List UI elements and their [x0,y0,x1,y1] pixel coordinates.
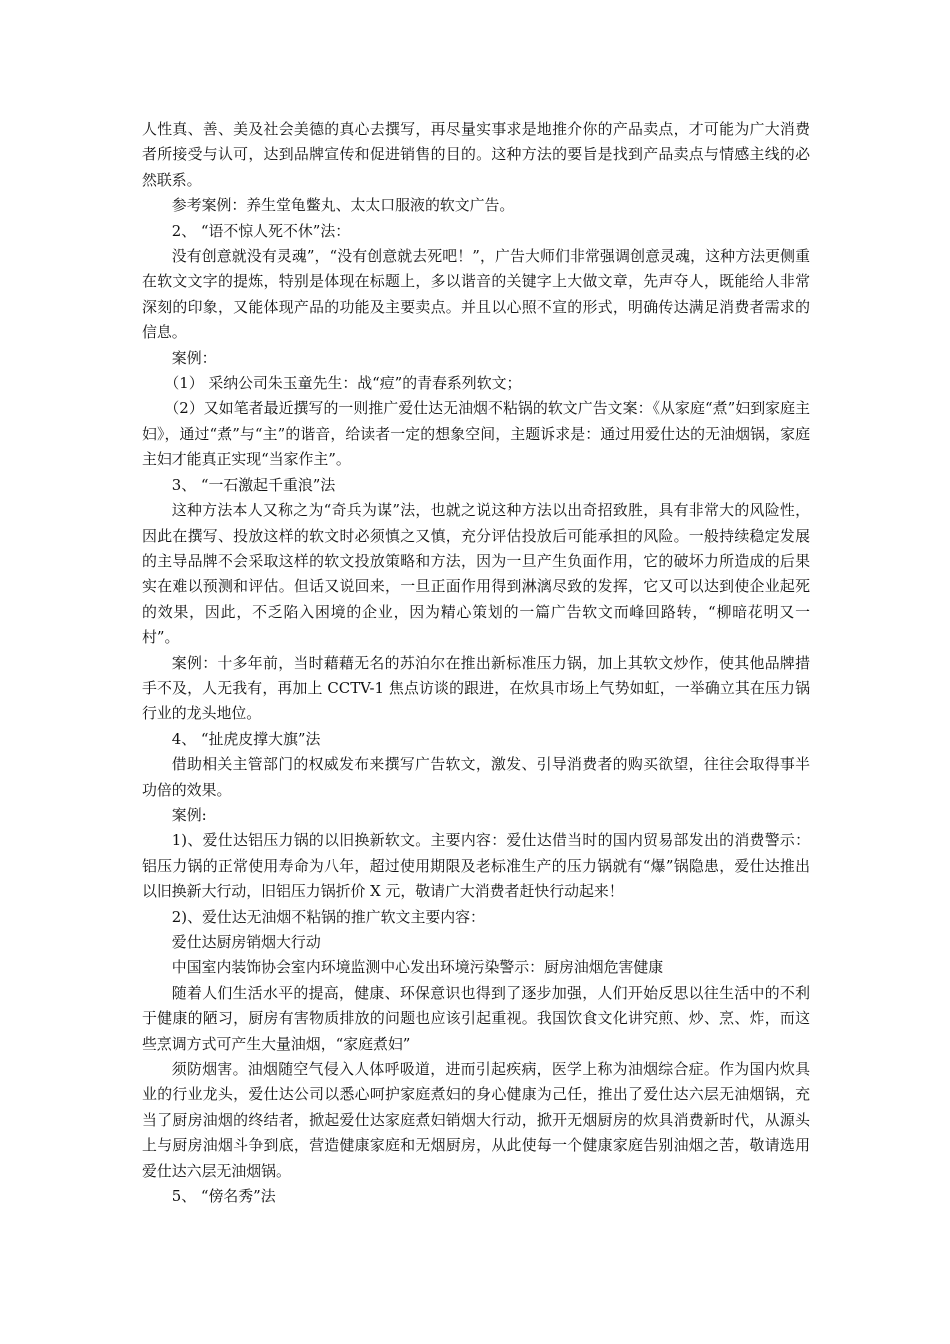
paragraph-creativity-method: 没有创意就没有灵魂”，“没有创意就去死吧！”，广告大师们非常强调创意灵魂，这种方法更侧重在软文文字的提炼，特别是体现在标题上，多以谐音的关键字上大做文章，先声夺人，既能给人非常深刻的印象，又能体现产品的功能及主要卖点。并且以心照不宣的形式，明确传达满足消费者需求的信息。 [142,247,810,342]
paragraph-case-label-2: 案例: [171,805,207,824]
paragraph-case-2: （2）又如笔者最近撰写的一则推广爱仕达无油烟不粘锅的软文广告文案：《从家庭“煮”妇到家庭主妇》，通过“煮”与“主”的谐音，给读者一定的想象空间，主题诉求是：通过用爱仕达的无油烟锅，家庭主妇才能真正实现“当家作主”。 [142,399,810,469]
paragraph-warning-headline: 中国室内装饰协会室内环境监测中心发出环境污染警示：厨房油烟危害健康 [171,958,664,977]
paragraph-emotional-method-conclusion: 人性真、善、美及社会美德的真心去撰写，再尽量实事求是地推介你的产品卖点，才可能为广大消费者所接受与认可，达到品牌宣传和促进销售的目的。这种方法的要旨是找到产品卖点与情感主线的必然联系。 [142,120,810,189]
paragraph-supor-case: 案例：十多年前，当时藉藉无名的苏泊尔在推出新标准压力锅，加上其软文炒作，使其他品牌措手不及，人无我有，再加上 CCTV-1 焦点访谈的跟进，在炊具市场上气势如虹，一举确立其在压力锅行业的龙头地位。 [142,653,810,723]
paragraph-campaign-title: 爱仕达厨房销烟大行动 [171,933,321,951]
paragraph-smoke-hazard: 须防烟害。油烟随空气侵入人体呼吸道，进而引起疾病，医学上称为油烟综合症。作为国内炊具业的行业龙头，爱仕达公司以悉心呵护家庭煮妇的身心健康为己任，推出了爱仕达六层无油烟锅，充当了厨房油烟的终结者，掀起爱仕达家庭煮妇销烟大行动，掀开无烟厨房的炊具消费新时代，从源头上与厨房油烟斗争到底，营造健康家庭和无烟厨房，从此使每一个健康家庭告别油烟之苦，敬请选用爱仕达六层无油烟锅。 [142,1060,810,1180]
paragraph-health-awareness: 随着人们生活水平的提高，健康、环保意识也得到了逐步加强，人们开始反思以往生活中的不利于健康的陋习，厨房有害物质排放的问题也应该引起重视。我国饮食文化讲究煎、炒、烹、炸，而这些烹调方式可产生大量油烟，“家庭煮妇” [142,983,810,1053]
paragraph-trade-in-case: 1)、爱仕达铝压力锅的以旧换新软文。主要内容：爱仕达借当时的国内贸易部发出的消费警示：铝压力锅的正常使用寿命为八年，超过使用期限及老标准生产的压力锅就有“爆”锅隐患，爱仕达推出以旧换新大行动，旧铝压力锅折价 X 元，敬请广大消费者赶快行动起来！ [142,831,810,901]
section-heading-5: 5、 “傍名秀”法 [171,1187,276,1206]
paragraph-smoke-free-intro: 2)、爱仕达无油烟不粘锅的推广软文主要内容： [171,907,485,926]
document-page [142,117,810,1209]
paragraph-risk-method: 这种方法本人又称之为“奇兵为谋”法，也就之说这种方法以出奇招致胜，具有非常大的风险性，因此在撰写、投放这样的软文时必须慎之又慎，充分评估投放后可能承担的风险。一般持续稳定发展的主导品牌不会采取这样的软文投放策略和方法，因为一旦产生负面作用，它的破坏力所造成的后果实在难以预测和评估。但话又说回来，一旦正面作用得到淋漓尽致的发挥，它又可以达到使企业起死的效果，因此，不乏陷入困境的企业，因为精心策划的一篇广告软文而峰回路转，“柳暗花明又一村”。 [142,501,810,647]
section-heading-2: 2、 “语不惊人死不休”法： [171,221,351,240]
paragraph-case-label: 案例： [171,348,217,367]
section-heading-3: 3、 “一石激起千重浪”法 [171,475,336,494]
section-heading-4: 4、 “扯虎皮撑大旗”法 [171,729,321,748]
paragraph-authority-method: 借助相关主管部门的权威发布来撰写广告软文，激发、引导消费者的购买欲望，往往会取得事半功倍的效果。 [142,755,810,799]
paragraph-reference-case: 参考案例：养生堂龟鳖丸、太太口服液的软文广告。 [171,196,515,215]
paragraph-case-1: （1） 采纳公司朱玉童先生：战“痘”的青春系列软文； [164,374,522,393]
